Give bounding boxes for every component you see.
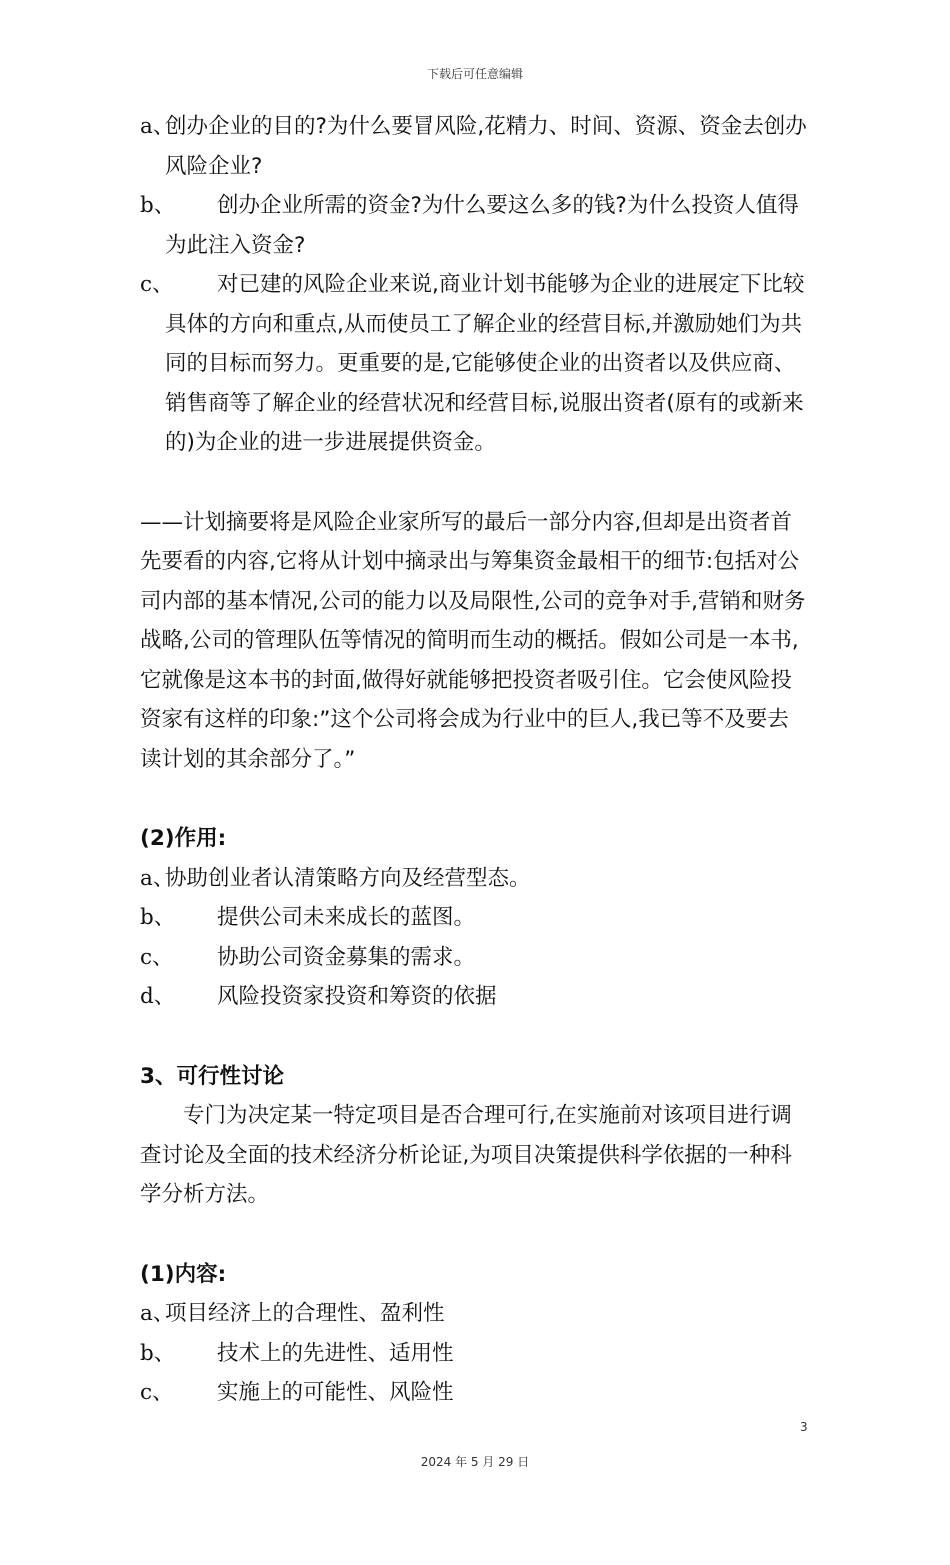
page-footer-date: 2024 年 5 月 29 日 <box>420 1455 530 1469</box>
list-item <box>140 265 808 463</box>
page-header: 下载后可任意编辑 <box>426 67 523 81</box>
list-text: 提供公司未来成长的蓝图。 <box>217 905 476 930</box>
list-text: 创办企业所需的资金?为什么要这么多的钱?为什么投资人值得为此注入资金? <box>165 193 799 258</box>
list-item <box>140 898 808 938</box>
list-marker: c、 <box>140 944 174 970</box>
list-marker: c、 <box>140 1380 174 1405</box>
list-marker: c、 <box>140 272 174 297</box>
page-number: 3 <box>800 1420 808 1434</box>
list-text: 项目经济上的合理性、盈利性 <box>165 1301 445 1326</box>
list-item <box>140 186 808 265</box>
list-item <box>140 977 808 1017</box>
list-item <box>140 1334 808 1374</box>
list-marker: a、 <box>140 1301 175 1326</box>
list-text: 创办企业的目的?为什么要冒风险,花精力、时间、资源、资金去创办风险企业? <box>165 114 807 179</box>
summary-paragraph: ——计划摘要将是风险企业家所写的最后一部分内容,但却是出资者首先要看的内容,它将从计划中摘录出与筹集资金最相干的细节:包括对公司内部的基本情况,公司的能力以及局限性,公司的竞争对手,营销和财务战略,公司的管理队伍等情况的简明而生动的概括。假如公司是一本书,它就像是这本书的封面,做得好就能够把投资者吸引住。它会使风险投资家有这样的印象:”这个公司将会成为行业中的巨人,我已等不及要去读计划的其余部分了。” <box>140 509 806 772</box>
list-text: 对已建的风险企业来说,商业计划书能够为企业的进展定下比较具体的方向和重点,从而使员工了解企业的经营目标,并激励她们为共同的目标而努力。更重要的是,它能够使企业的出资者以及供应商、销售商等了解企业的经营状况和经营目标,说服出资者(原有的或新来的)为企业的进一步进展提供资金。 <box>165 272 805 455</box>
list-text: 技术上的先进性、适用性 <box>217 1340 454 1366</box>
role-heading: (2)作用: <box>140 826 227 851</box>
list-marker: a、 <box>140 114 175 139</box>
list-item <box>140 859 808 899</box>
list-marker: b、 <box>140 193 176 218</box>
list-marker: d、 <box>140 984 176 1009</box>
list-item <box>140 107 808 186</box>
list-text: 风险投资家投资和筹资的依据 <box>217 984 497 1009</box>
content-heading: (1)内容: <box>140 1261 227 1287</box>
list-marker: b、 <box>140 905 176 930</box>
list-item <box>140 1294 808 1334</box>
feasibility-paragraph: 专门为决定某一特定项目是否合理可行,在实施前对该项目进行调查讨论及全面的技术经济分析论证,为项目决策提供科学依据的一种科学分析方法。 <box>140 1103 792 1207</box>
feasibility-heading: 3、可行性讨论 <box>140 1063 284 1089</box>
list-text: 实施上的可能性、风险性 <box>217 1380 454 1405</box>
document-body <box>140 107 808 1413</box>
list-text: 协助公司资金募集的需求。 <box>217 944 476 970</box>
list-text: 协助创业者认清策略方向及经营型态。 <box>165 865 531 891</box>
list-item <box>140 1373 808 1413</box>
list-marker: a、 <box>140 865 175 891</box>
list-marker: b、 <box>140 1340 176 1366</box>
list-item <box>140 938 808 978</box>
